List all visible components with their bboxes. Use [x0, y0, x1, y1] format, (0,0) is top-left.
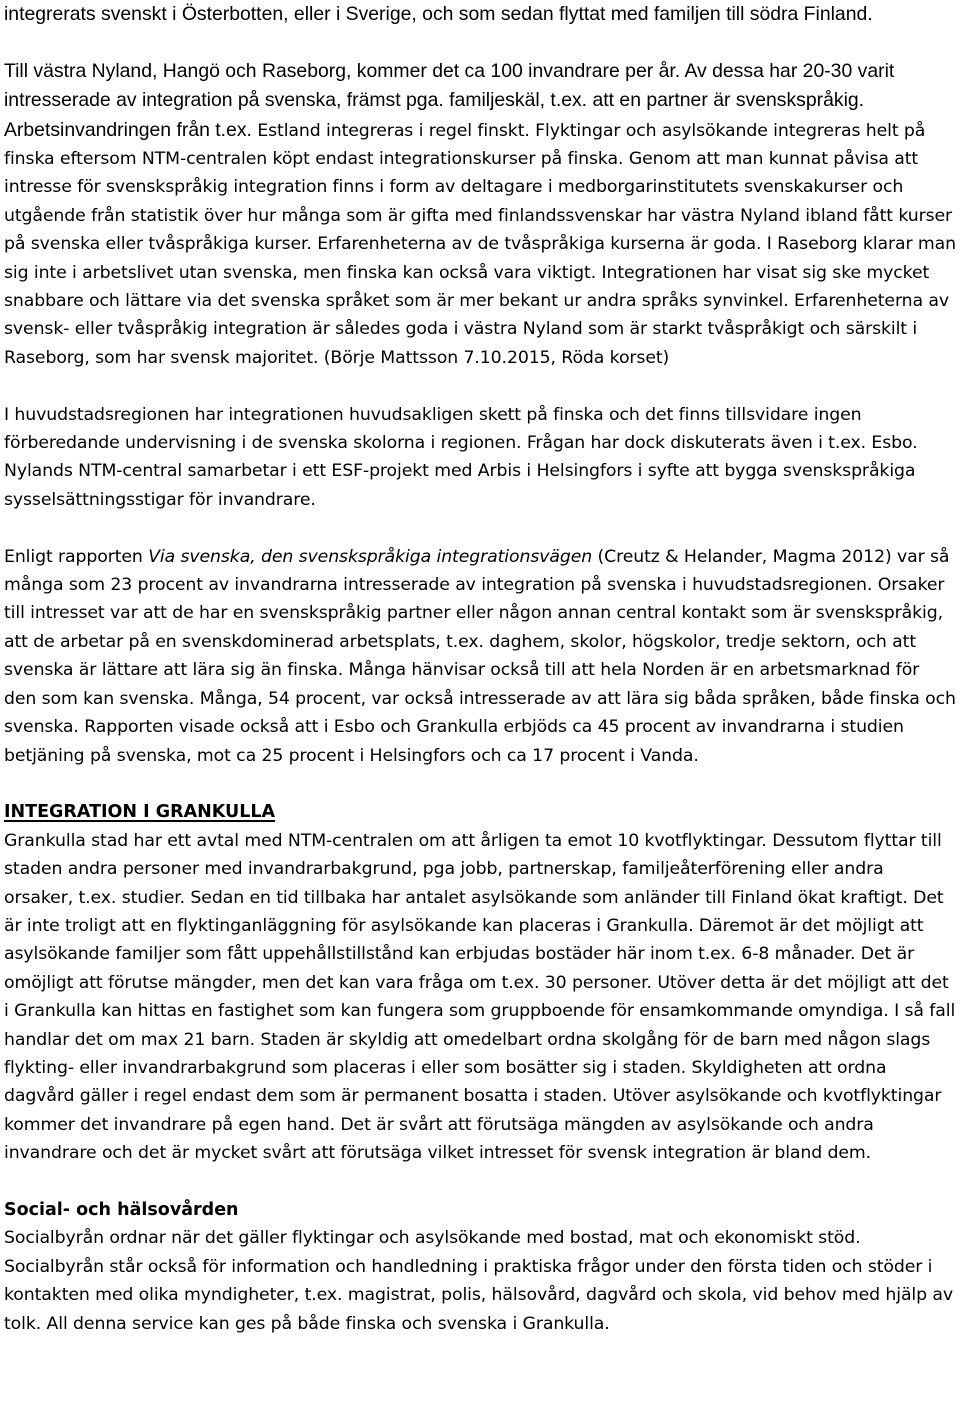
paragraph-social [4, 1224, 956, 1338]
blank-line [4, 1168, 956, 1196]
paragraph-grankulla [4, 827, 956, 1168]
paragraph-rapporten [4, 543, 956, 770]
blank-line [4, 514, 956, 542]
paragraph-intro [4, 0, 956, 28]
blank-line [4, 28, 956, 56]
paragraph-intro-text: integrerats svenskt i Österbotten, eller i Sverige, och som sedan flyttat med familjen till södra Finland. [4, 3, 873, 25]
blank-line [4, 372, 956, 400]
paragraph-social-text: Socialbyrån ordnar när det gäller flyktingar och asylsökande med bostad, mat och ekonomiskt stöd. Socialbyrån står också för information och handledning i praktiska frågor under den första tiden och stöder i kontakten med olika myndigheter, t.ex. magistrat, polis, hälsovård, dagvård och skola, vid behov med hjälp av tolk. All denna service kan ges på både finska och svenska i Grankulla. [4, 1228, 954, 1334]
paragraph-rapporten-after: (Creutz & Helander, Magma 2012) var så många som 23 procent av invandrarna intresserade av integration på svenska i huvudstadsregionen. Orsaker till intresset var att de har en svenskspråkig partner eller någon annan central kontakt som är svenskspråkig, att de arbetar på en svenskdominerad arbetsplats, t.ex. daghem, skolor, högskolor, tredje sektorn, och att svenska är lättare att lära sig än finska. Många hänvisar också till att hela Norden är en arbetsmarknad för den som kan svenska. Många, 54 procent, var också intresserade av att lära sig båda språken, både finska och svenska. Rapporten visade också att i Esbo och Grankulla erbjöds ca 45 procent av invandrarna i studien betjäning på svenska, mot ca 25 procent i Helsingfors och ca 17 procent i Vanda. [4, 546, 956, 766]
paragraph-vastra-nyland [4, 57, 956, 372]
blank-line [4, 770, 956, 798]
section-heading-social: Social- och hälsovården [4, 1199, 239, 1220]
paragraph-rapporten-before: Enligt rapporten [4, 546, 149, 567]
paragraph-grankulla-text: Grankulla stad har ett avtal med NTM-centralen om att årligen ta emot 10 kvotflyktingar. Dessutom flyttar till staden andra personer med invandrarbakgrund, pga jobb, partnerskap, familjeåterförening eller andra orsaker, t.ex. studier. Sedan en tid tillbaka har antalet asylsökande som anländer till Finland ökat kraftigt. Det är inte troligt att en flyktinganläggning för asylsökande kan placeras i Grankulla. Däremot är det möjligt att asylsökande familjer som fått uppehållstillstånd kan erbjudas bostäder här inom t.ex. 6-8 månader. Det är omöjligt att förutse mängder, men det kan vara fråga om t.ex. 30 personer. Utöver detta är det möjligt att det i Grankulla kan hittas en fastighet som kan fungera som gruppboende för ensamkommande omyndiga. I så fall handlar det om max 21 barn. Staden är skyldig att omedelbart ordna skolgång för de barn med någon slags flykting- eller invandrarbakgrund som placeras i eller som bosätter sig i staden. Skyldigheten att ordna dagvård gäller i regel endast dem som är permanent bosatta i staden. Utöver asylsökande och kvotflyktingar kommer det invandrare på egen hand. Det är svårt att förutsäga mängden av asylsökande och andra invandrare och det är mycket svårt att förutsäga vilket intresset för svensk integration är bland dem. [4, 830, 956, 1164]
document-page [4, 0, 956, 1338]
paragraph-huvudstadsregionen-text: I huvudstadsregionen har integrationen huvudsakligen skett på finska och det finns tillsvidare ingen förberedande undervisning i de svenska skolorna i regionen. Frågan har dock diskuterats även i t.ex. Esbo. Nylands NTM-central samarbetar i ett ESF-projekt med Arbis i Helsingfors i syfte att bygga svenskspråkiga sysselsättningsstigar för invandrare. [4, 404, 918, 510]
report-title: Via svenska, den svenskspråkiga integrationsvägen [148, 546, 593, 567]
section-heading-grankulla: INTEGRATION I GRANKULLA [4, 802, 276, 823]
paragraph-vastra-nyland-part1: Till västra Nyland, Hangö och Raseborg, kommer det ca 100 invandrare per år. Av dessa har 20-30 varit intresserade av integration på svenska, främst pga. familjeskäl, t.ex. att en partner är svenskspråkig. Arbetsinvandringen från t.ex. [4, 59, 895, 141]
paragraph-vastra-nyland-part2: Estland integreras i regel finskt. Flyktingar och asylsökande integreras helt på finska eftersom NTM-centralen köpt endast integrationskurser på finska. Genom att man kunnat påvisa att intresse för svenskspråkig integration finns i form av deltagare i medborgarinstitutets svenskakurser och utgående från statistik över hur många som är gifta med finlandssvenskar har västra Nyland ibland fått kurser på svenska eller tvåspråkiga kurser. Erfarenheterna av de tvåspråkiga kurserna är goda. I Raseborg klarar man sig inte i arbetslivet utan svenska, men finska kan också vara viktigt. Integrationen har visat sig ske mycket snabbare och lättare via det svenska språket som är mer bekant ur andra språks synvinkel. Erfarenheterna av svensk- eller tvåspråkig integration är således goda i västra Nyland som är starkt tvåspråkigt och särskilt i Raseborg, som har svensk majoritet. (Börje Mattsson 7.10.2015, Röda korset) [4, 120, 956, 368]
paragraph-huvudstadsregionen [4, 401, 956, 515]
